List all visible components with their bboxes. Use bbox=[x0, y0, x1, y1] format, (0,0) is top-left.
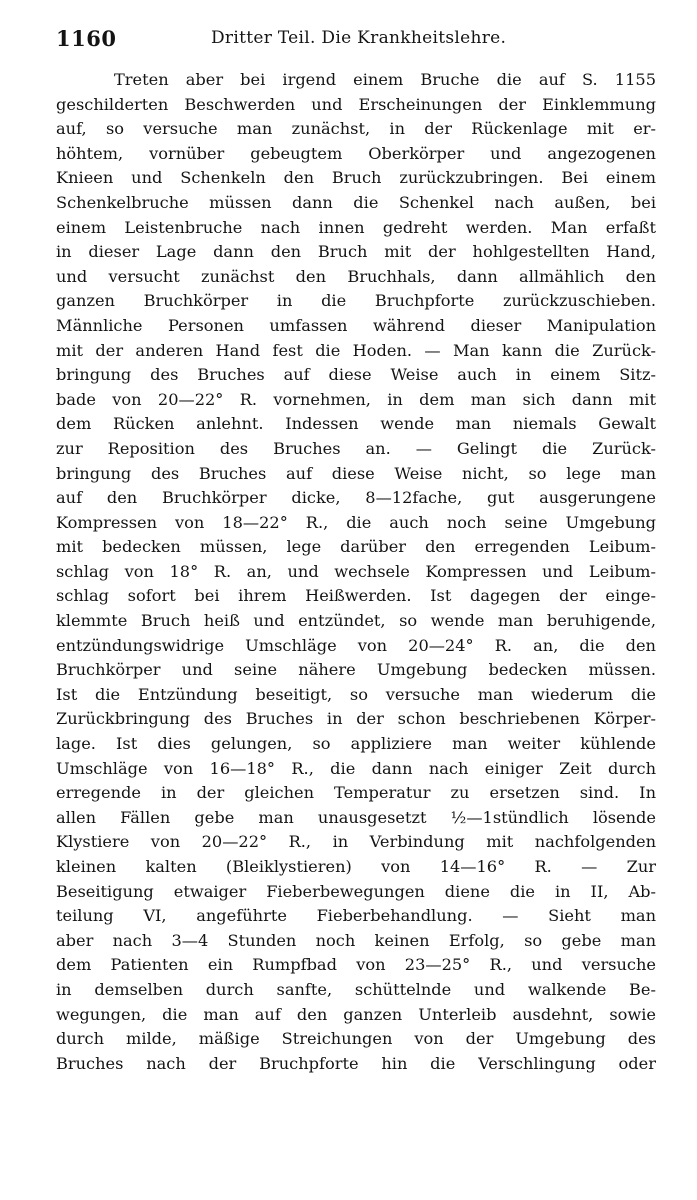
text-line: Knieen und Schenkeln den Bruch zurückzubringen. Bei einem bbox=[56, 168, 656, 188]
text-line: höhtem, vornüber gebeugtem Oberkörper und angezogenen bbox=[56, 143, 656, 163]
text-line: Ist die Entzündung beseitigt, so versuche man wiederum die bbox=[56, 684, 656, 704]
text-line: Beseitigung etwaiger Fieberbewegungen diene die in II, Ab- bbox=[56, 881, 656, 901]
text-line: bringung des Bruches auf diese Weise nicht, so lege man bbox=[56, 463, 656, 483]
text-line: durch milde, mäßige Streichungen von der Umgebung des bbox=[56, 1029, 656, 1049]
text-line: in dieser Lage dann den Bruch mit der hohlgestellten Hand, bbox=[56, 242, 656, 262]
text-line: Bruchkörper und seine nähere Umgebung bedecken müssen. bbox=[56, 660, 656, 680]
text-line: Männliche Personen umfassen während dieser Manipulation bbox=[56, 315, 656, 335]
text-line: schlag sofort bei ihrem Heißwerden. Ist dagegen der einge- bbox=[56, 586, 656, 606]
running-head: Dritter Teil. Die Krankheitslehre. bbox=[211, 28, 507, 48]
body-text bbox=[56, 68, 656, 1076]
text-line: einem Leistenbruche nach innen gedreht werden. Man erfaßt bbox=[56, 217, 656, 237]
text-line: mit der anderen Hand fest die Hoden. — Man kann die Zurück- bbox=[56, 340, 656, 360]
text-line: lage. Ist dies gelungen, so appliziere man weiter kühlende bbox=[56, 734, 656, 754]
text-line: auf, so versuche man zunächst, in der Rückenlage mit er- bbox=[56, 119, 656, 139]
text-line: bade von 20—22° R. vornehmen, in dem man sich dann mit bbox=[56, 389, 656, 409]
text-line: ganzen Bruchkörper in die Bruchpforte zurückzuschieben. bbox=[56, 291, 656, 311]
text-line: Klystiere von 20—22° R., in Verbindung mit nachfolgenden bbox=[56, 832, 656, 852]
text-line: zur Reposition des Bruches an. — Gelingt die Zurück- bbox=[56, 438, 656, 458]
text-line: mit bedecken müssen, lege darüber den erregenden Leibum- bbox=[56, 537, 656, 557]
text-line: allen Fällen gebe man unausgesetzt ½—1stündlich lösende bbox=[56, 807, 656, 827]
text-line: Bruches nach der Bruchpforte hin die Verschlingung oder bbox=[56, 1053, 656, 1073]
text-line: teilung VI, angeführte Fieberbehandlung. — Sieht man bbox=[56, 906, 656, 926]
text-line: erregende in der gleichen Temperatur zu ersetzen sind. In bbox=[56, 783, 656, 803]
text-line: dem Patienten ein Rumpfbad von 23—25° R., und versuche bbox=[56, 955, 656, 975]
text-line: entzündungswidrige Umschläge von 20—24° R. an, die den bbox=[56, 635, 656, 655]
text-line: und versucht zunächst den Bruchhals, dann allmählich den bbox=[56, 266, 656, 286]
text-line: Kompressen von 18—22° R., die auch noch seine Umgebung bbox=[56, 512, 656, 532]
text-line: schlag von 18° R. an, und wechsele Kompressen und Leibum- bbox=[56, 561, 656, 581]
text-line: geschilderten Beschwerden und Erscheinungen der Einklemmung bbox=[56, 94, 656, 114]
text-line: kleinen kalten (Bleiklystieren) von 14—16° R. — Zur bbox=[56, 857, 656, 876]
text-line: dem Rücken anlehnt. Indessen wende man niemals Gewalt bbox=[56, 414, 656, 434]
text-line: wegungen, die man auf den ganzen Unterleib ausdehnt, sowie bbox=[56, 1004, 656, 1024]
text-line: Schenkelbruche müssen dann die Schenkel nach außen, bei bbox=[56, 192, 656, 212]
text-line: bringung des Bruches auf diese Weise auch in einem Sitz- bbox=[56, 365, 656, 385]
page-header bbox=[56, 26, 656, 50]
text-line: aber nach 3—4 Stunden noch keinen Erfolg, so gebe man bbox=[56, 930, 656, 950]
text-line: in demselben durch sanfte, schüttelnde und walkende Be- bbox=[56, 979, 656, 999]
text-line: Zurückbringung des Bruches in der schon beschriebenen Körper- bbox=[56, 709, 656, 729]
text-line: Umschläge von 16—18° R., die dann nach einiger Zeit durch bbox=[56, 758, 656, 778]
text-line: Treten aber bei irgend einem Bruche die auf S. 1155 bbox=[114, 70, 656, 89]
text-line: auf den Bruchkörper dicke, 8—12fache, gut ausgerungene bbox=[56, 488, 656, 508]
text-line: klemmte Bruch heiß und entzündet, so wende man beruhigende, bbox=[56, 611, 656, 631]
page-number: 1160 bbox=[56, 26, 117, 51]
